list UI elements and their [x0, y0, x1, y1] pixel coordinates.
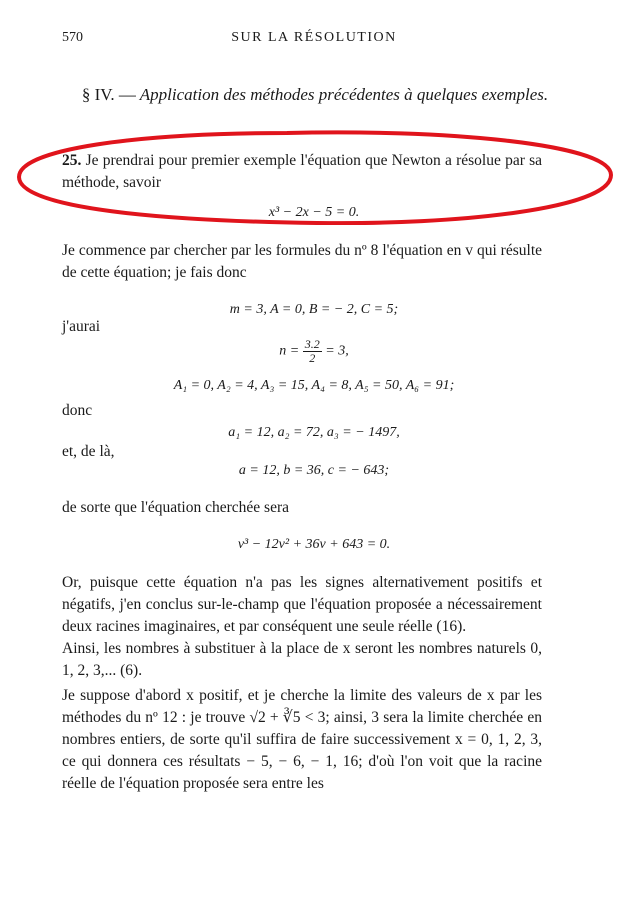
paragraph-sorte: de sorte que l'équation cherchée sera — [62, 499, 289, 516]
fraction — [303, 338, 322, 365]
equation-A-values: A₁ = 0, A₂ = 4, A₃ = 15, A₄ = 8, A₅ = 50, A₆ = 91; — [173, 378, 455, 393]
paragraph-ainsi: Ainsi, les nombres à substituer à la place de x seront les nombres naturels 0, 1, 2, 3,... (6). — [62, 640, 542, 679]
paragraph-number: 25. — [62, 152, 82, 169]
label-et-de-la: et, de là, — [62, 443, 115, 460]
equation-abc: a = 12, b = 36, c = − 643; — [238, 463, 390, 478]
label-jaurai: j'aurai — [62, 318, 101, 335]
paragraph-25 — [62, 150, 542, 194]
equation-coefficients: m = 3, A = 0, B = − 2, C = 5; — [229, 302, 399, 317]
page-number: 570 — [62, 30, 83, 45]
paragraph-25-text: Je prendrai pour premier exemple l'équation que Newton a résolue par sa méthode, savoir — [62, 152, 542, 191]
fraction-numerator: 3.2 — [304, 337, 320, 351]
section-mark: § IV. — — [81, 85, 136, 104]
section-heading — [60, 83, 570, 107]
paragraph-commence: Je commence par chercher par les formules du nº 8 l'équation en v qui résulte de cette équation; je fais donc — [62, 242, 542, 281]
paragraph-or: Or, puisque cette équation n'a pas les signes alternativement positifs et négatifs, j'en conclus sur-le-champ que l'équation proposée a nécessairement deux racines imaginaires, et par conséquent une seule réelle (16). — [62, 574, 542, 635]
equation-a-subscripts: a₁ = 12, a₂ = 72, a₃ = − 1497, — [228, 425, 400, 440]
equation-v: v³ − 12v² + 36v + 643 = 0. — [237, 537, 391, 552]
equation-n-left: n = — [279, 343, 300, 359]
fraction-denominator: 2 — [309, 351, 316, 365]
section-title-text: Application des méthodes précédentes à quelques exemples. — [139, 85, 549, 104]
equation-newton: x³ − 2x − 5 = 0. — [268, 205, 360, 220]
equation-n — [0, 338, 628, 365]
paragraph-suppose: Je suppose d'abord x positif, et je cherche la limite des valeurs de x par les méthodes du nº 12 : je trouve √2 + ∛5 < 3; ainsi, 3 sera la limite cherchée en nombres entiers, de sorte qu'il suffira de faire successivement x = 0, 1, 2, 3, ce qui donnera ces résultats − 5, − 6, − 1, 16; d'où l'on voit que la racine réelle de l'équation proposée sera entre les — [62, 687, 542, 792]
label-donc: donc — [62, 402, 93, 419]
equation-n-right: = 3, — [325, 343, 349, 359]
running-title: SUR LA RÉSOLUTION — [231, 30, 397, 45]
